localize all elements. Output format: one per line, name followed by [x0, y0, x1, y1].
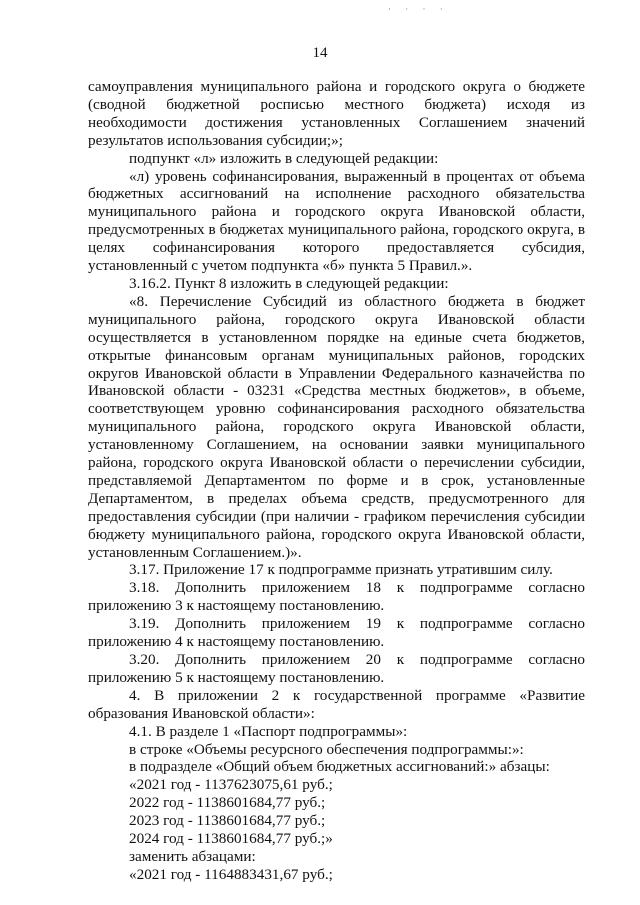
paragraph-row-resources: в строке «Объемы ресурсного обеспечения подпрограммы:»: [129, 740, 524, 758]
document-body [88, 78, 585, 884]
budget-line-2023-old: 2023 год - 1138601684,77 руб.; [129, 812, 326, 830]
paragraph-subpoint-l-heading: подпункт «л» изложить в следующей редакции: [129, 149, 439, 167]
budget-line-2022-old: 2022 год - 1138601684,77 руб.; [129, 794, 326, 812]
paragraph-subpoint-l-text: «л) уровень софинансирования, выраженный в процентах от объема бюджетных ассигнований на исполнение расходного обязательства муниципального района и городского округа Ивановской области, предусмотренных в бюджетах муниципального района, городского округа, в целях софинансирования которого предоставляется субсидия, установленный с учетом подпункта «б» пункта 5 Правил.». [88, 167, 585, 275]
scan-marks: · · · · [388, 4, 449, 14]
paragraph-3-19: 3.19. Дополнить приложением 19 к подпрограмме согласно приложению 4 к настоящему постановлению. [88, 615, 585, 651]
paragraph-subsection-budget: в подразделе «Общий объем бюджетных ассигнований:» абзацы: [129, 758, 550, 776]
paragraph-3-18: 3.18. Дополнить приложением 18 к подпрограмме согласно приложению 3 к настоящему постановлению. [88, 579, 585, 615]
paragraph-4-1: 4.1. В разделе 1 «Паспорт подпрограммы»: [129, 722, 408, 740]
paragraph-3-20: 3.20. Дополнить приложением 20 к подпрограмме согласно приложению 5 к настоящему постановлению. [88, 651, 585, 686]
paragraph-continuation: самоуправления муниципального района и городского округа о бюджете (сводной бюджетной росписью местного бюджета) исходя из необходимости достижения установленных Соглашением значений результатов использования субсидии;»; [88, 78, 585, 149]
paragraph-3-17: 3.17. Приложение 17 к подпрограмме признать утратившим силу. [129, 561, 553, 579]
budget-line-2024-old: 2024 год - 1138601684,77 руб.;» [129, 830, 333, 848]
budget-line-2021-old: «2021 год - 1137623075,61 руб.; [129, 776, 333, 794]
paragraph-3-16-2: 3.16.2. Пункт 8 изложить в следующей редакции: [129, 274, 449, 292]
budget-line-2021-new: «2021 год - 1164883431,67 руб.; [129, 865, 333, 883]
paragraph-4: 4. В приложении 2 к государственной программе «Развитие образования Ивановской области»: [88, 686, 585, 722]
paragraph-replace-with: заменить абзацами: [129, 847, 256, 865]
paragraph-point-8-text: «8. Перечисление Субсидий из областного бюджета в бюджет муниципального района, городского округа Ивановской области осуществляется в установленном порядке на единые счета бюджетов, открытые финансовым органам муниципальных районов, городских округов Ивановской области в Управлении Федерального казначейства по Ивановской области - 03231 «Средства местных бюджетов», в объеме, соответствующем уровню софинансирования расходного обязательства муниципального района, городского округа Ивановской области, установленному Соглашением, на основании заявки муниципального района, городского округа Ивановской области о перечислении субсидии, представляемой Департаментом по форме и в срок, установленные Департаментом, в пределах объема средств, предусмотренного для предоставления субсидии (при наличии - графиком перечисления субсидии бюджету муниципального района, городского округа Ивановской области, установленным Соглашением.)». [88, 292, 585, 561]
page-number: 14 [312, 45, 328, 61]
